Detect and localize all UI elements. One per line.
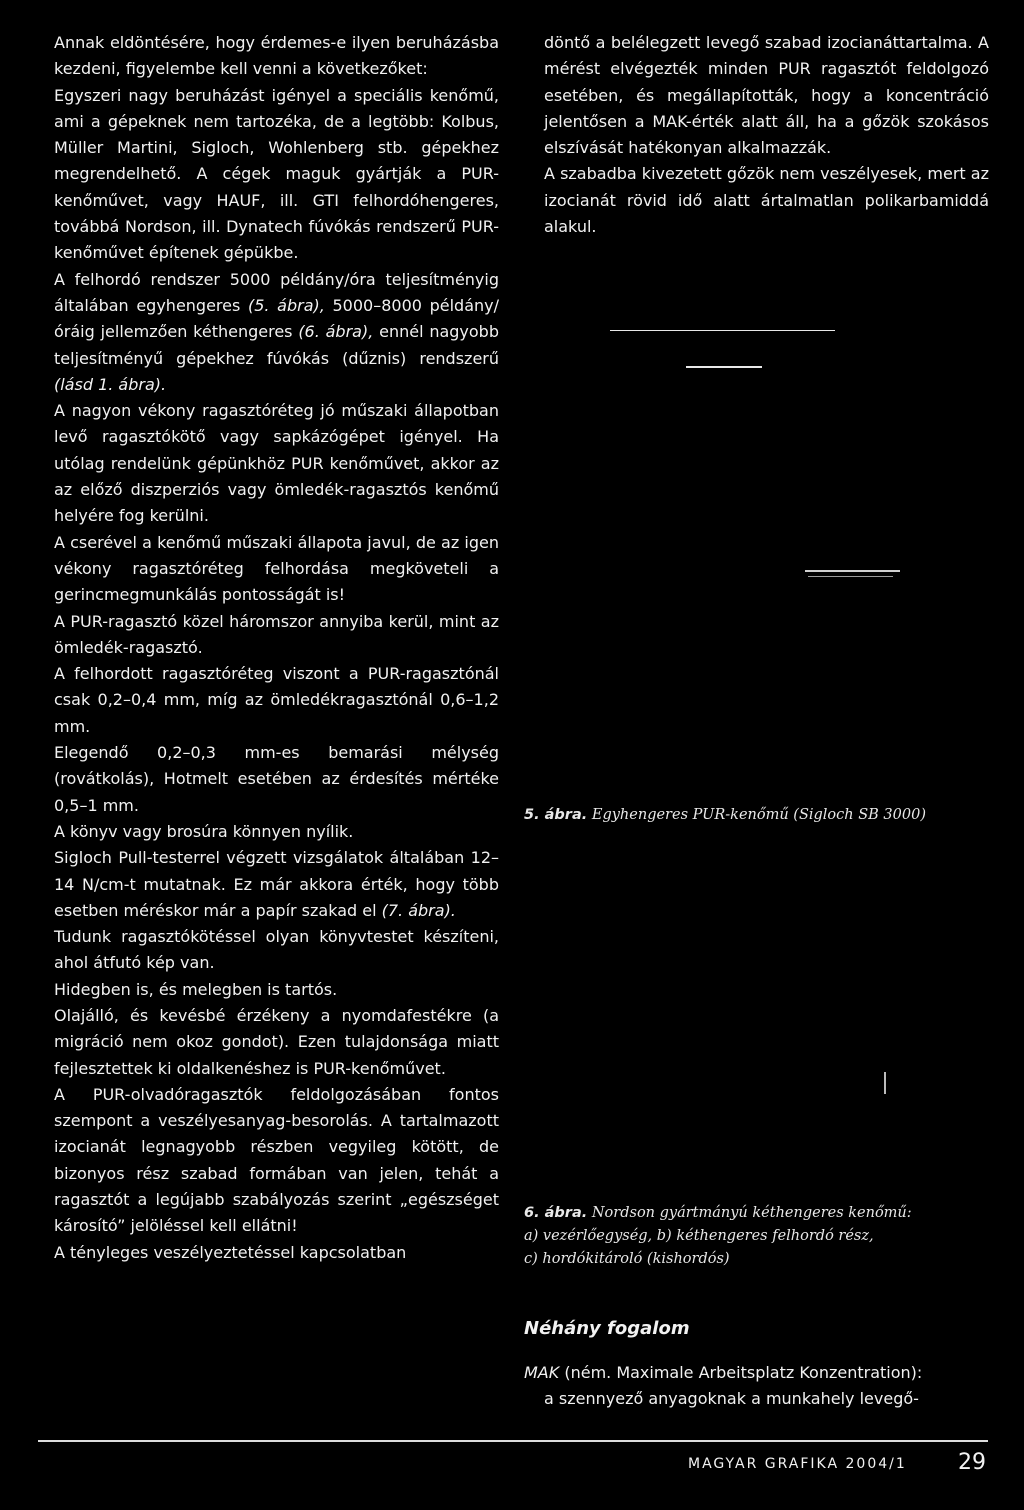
- paragraph: A szabadba kivezetett gőzök nem veszélyesek, mert az izocianát rövid idő alatt ártalmatlan polikarbamiddá alakul.: [544, 164, 989, 237]
- figure-6-caption: 6. ábra. Nordson gyártmányú kéthengeres kenőmű: a) vezérlőegység, b) kéthengeres felhordó rész, c) hordókitároló (kishordós): [524, 1205, 912, 1267]
- right-column: [544, 30, 989, 240]
- paragraph: A nagyon vékony ragasztóréteg jó műszaki állapotban levő ragasztókötő vagy sapkázógépet igényel. Ha utólag rendelünk gépünkhöz PUR kenőművet, akkor az az előző diszperziós vagy ömledék-ragasztós kenőmű helyére fog kerülni.: [54, 401, 499, 526]
- paragraph: Annak eldöntésére, hogy érdemes-e ilyen beruházásba kezdeni, figyelembe kell venni a következőket:: [54, 33, 499, 79]
- figure-reference: (5. ábra),: [248, 295, 325, 315]
- paragraph: A PUR-olvadóragasztók feldolgozásában fontos szempont a veszélyesanyag-besorolás. A tartalmazott izocianát legnagyobb részben vegyileg kötött, de bizonyos rész szabad formában van jelen, tehát a ragasztót a legújabb szabályozás szerint „egészséget károsító” jelöléssel kell ellátni!: [54, 1084, 499, 1236]
- journal-name: MAGYAR GRAFIKA 2004/1: [688, 1456, 907, 1472]
- paragraph: Egyszeri nagy beruházást igényel a speciális kenőmű, ami a gépeknek nem tartozéka, de a legtöbb: Kolbus, Müller Martini, Sigloch, Wohlenberg stb. gépekhez megrendelhető. A cégek maguk gyártják a PUR-kenőművet, vagy HAUF, ill. GTI felhordóhengeres, továbbá Nordson, ill. Dynatech fúvókás rendszerű PUR-kenőművet építenek gépükbe.: [54, 85, 499, 263]
- page-number: 29: [958, 1450, 986, 1475]
- paragraph: döntő a belélegzett levegő szabad izocianáttartalma. A mérést elvégezték minden PUR ragasztót feldolgozó esetében, és megállapították, hogy a koncentráció jelentősen a MAK-érték alatt áll, ha a gőzök szokásos elszívását hatékonyan alkalmazzák.: [544, 33, 989, 158]
- paragraph: A felhordó rendszer 5000 példány/óra teljesítményig általában egyhengeres (5. ábra), 5000–8000 példány/óráig jellemzően kéthengeres (6. ábra), ennél nagyobb teljesítményű gépekhez fúvókás (dűznis) rendszerű (lásd 1. ábra).: [54, 269, 500, 394]
- paragraph: A cserével a kenőmű műszaki állapota javul, de az igen vékony ragasztóréteg felhordása megköveteli a gerincmegmunkálás pontosságát is!: [54, 532, 499, 605]
- section-title: Néhány fogalom: [524, 1318, 690, 1339]
- figure-line: [808, 576, 893, 577]
- glossary-term: MAK: [524, 1363, 560, 1382]
- paragraph: Olajálló, és kevésbé érzékeny a nyomdafestékre (a migráció nem okoz gondot). Ezen tulajdonsága miatt fejlesztettek ki oldalkenéshez is PUR-kenőművet.: [54, 1005, 499, 1078]
- paragraph: Sigloch Pull-testerrel végzett vizsgálatok általában 12–14 N/cm-t mutatnak. Ez már akkora érték, hogy több esetben méréskor már a papír szakad el (7. ábra).: [54, 848, 499, 920]
- paragraph: A tényleges veszélyeztetéssel kapcsolatban: [54, 1242, 407, 1262]
- figure-5-caption: 5. ábra. Egyhengeres PUR-kenőmű (Sigloch SB 3000): [524, 807, 926, 823]
- figure-reference: (6. ábra),: [298, 322, 374, 342]
- figure-line: [610, 330, 835, 331]
- left-column: [54, 30, 499, 1266]
- figure-line: [884, 1072, 886, 1094]
- figure-line: [805, 570, 900, 572]
- paragraph: A könyv vagy brosúra könnyen nyílik.: [54, 821, 354, 841]
- paragraph: A felhordott ragasztóréteg viszont a PUR-ragasztónál csak 0,2–0,4 mm, míg az ömledékragasztónál 0,6–1,2 mm.: [54, 664, 499, 736]
- figure-reference: (lásd 1. ábra).: [54, 374, 167, 394]
- figure-line: [686, 366, 762, 368]
- paragraph: Tudunk ragasztókötéssel olyan könyvtestet készíteni, ahol átfutó kép van.: [54, 927, 499, 973]
- glossary-entry: MAK (ném. Maximale Arbeitsplatz Konzentration): a szennyező anyagoknak a munkahely levegő-: [524, 1363, 923, 1408]
- footer-rule: [38, 1440, 988, 1442]
- paragraph: Hidegben is, és melegben is tartós.: [54, 979, 338, 999]
- figure-reference: (7. ábra).: [381, 900, 456, 920]
- paragraph: A PUR-ragasztó közel háromszor annyiba kerül, mint az ömledék-ragasztó.: [54, 611, 499, 657]
- paragraph: Elegendő 0,2–0,3 mm-es bemarási mélység (rovátkolás), Hotmelt esetében az érdesítés mértéke 0,5–1 mm.: [54, 743, 499, 815]
